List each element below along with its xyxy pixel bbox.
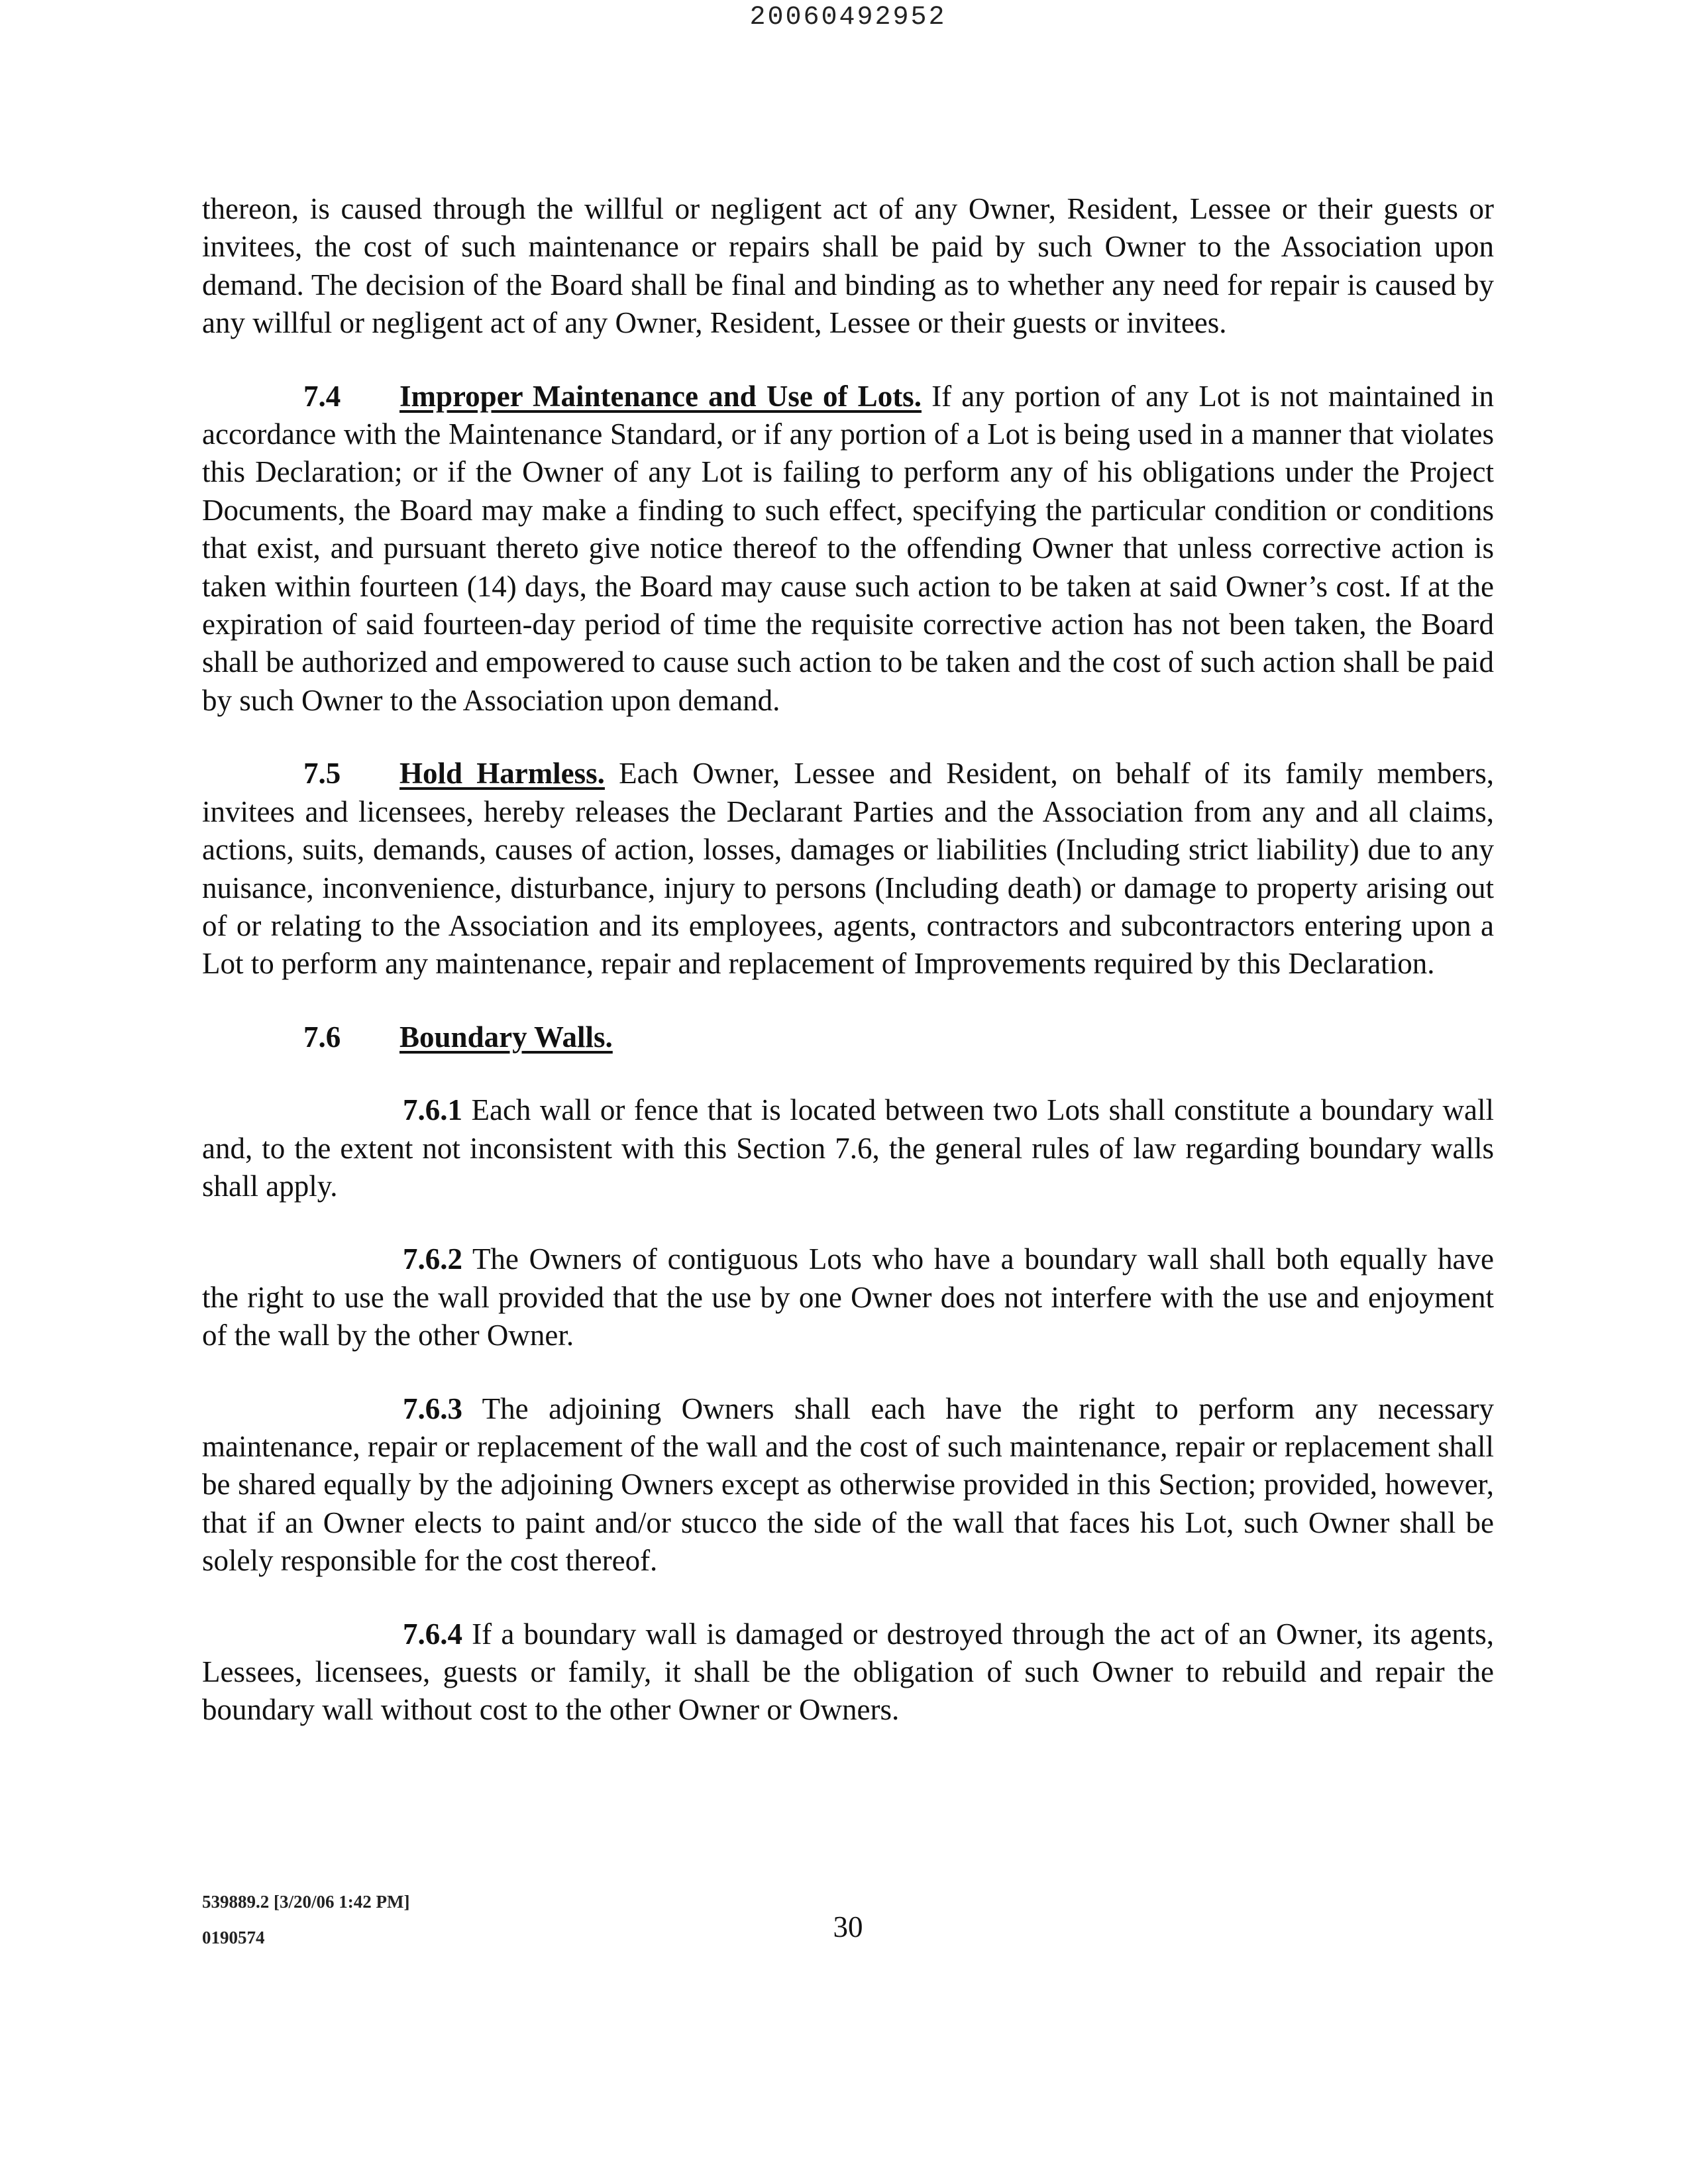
footer-reference xyxy=(202,1884,409,1955)
section-heading: Hold Harmless. xyxy=(399,757,605,791)
subsection-number: 7.6.2 xyxy=(403,1242,462,1276)
subsection-number: 7.6.3 xyxy=(403,1392,462,1425)
paragraph-continuation: thereon, is caused through the willful or negligent act of any Owner, Resident, Lessee or their guests or invitees, the cost of such maintenance or repairs shall be paid by such Owner to the Association upon demand. The decision of the Board shall be final and binding as to whether any need for repair is caused by any willful or negligent act of any Owner, Resident, Lessee or their guests or invitees. xyxy=(202,192,1494,340)
section-heading: Improper Maintenance and Use of Lots. xyxy=(399,379,922,413)
section-7-6-4 xyxy=(202,1615,1494,1729)
section-7-4 xyxy=(202,378,1494,720)
section-7-6-1 xyxy=(202,1091,1494,1205)
section-number: 7.4 xyxy=(303,379,341,413)
subsection-number: 7.6.1 xyxy=(403,1093,462,1127)
section-text: Each Owner, Lessee and Resident, on behalf of its family members, invitees and licensees, hereby releases the Declarant Parties and the Association from any and all claims, actions, suits, demands, causes of action, losses, damages or liabilities (Including strict liability) due to any nuisance, inconvenience, disturbance, injury to persons (Including death) or damage to property arising out of or relating to the Association and its employees, agents, contractors and subcontractors entering upon a Lot to perform any maintenance, repair and replacement of Improvements required by this Declaration. xyxy=(202,757,1494,981)
subsection-text: If a boundary wall is damaged or destroyed through the act of an Owner, its agents, Lessees, licensees, guests or family, it shall be the obligation of such Owner to rebuild and repair the boundary wall without cost to the other Owner or Owners. xyxy=(202,1617,1494,1727)
section-7-6-2 xyxy=(202,1240,1494,1354)
subsection-text: The adjoining Owners shall each have the right to perform any necessary maintenance, repair or replacement of the wall and the cost of such maintenance, repair or replacement shall be shared equally by the adjoining Owners except as otherwise provided in this Section; provided, however, that if an Owner elects to paint and/or stucco the side of the wall that faces his Lot, such Owner shall be solely responsible for the cost thereof. xyxy=(202,1392,1494,1578)
footer-doc-ref: 539889.2 [3/20/06 1:42 PM] xyxy=(202,1892,410,1912)
document-number: 20060492952 xyxy=(749,3,947,32)
subsection-text: The Owners of contiguous Lots who have a boundary wall shall both equally have the right to use the wall provided that the use by one Owner does not interfere with the use and enjoyment of the wall by the other Owner. xyxy=(202,1242,1494,1352)
page-number: 30 xyxy=(833,1910,863,1943)
section-text: If any portion of any Lot is not maintained in accordance with the Maintenance Standard, or if any portion of a Lot is being used in a manner that violates this Declaration; or if the Owner of any Lot is failing to perform any of his obligations under the Project Documents, the Board may make a finding to such effect, specifying the particular condition or conditions that exist, and pursuant thereto give notice thereof to the offending Owner that unless corrective action is taken within fourteen (14) days, the Board may cause such action to be taken at said Owner’s cost. If at the expiration of said fourteen-day period of time the requisite corrective action has not been taken, the Board shall be authorized and empowered to cause such action to be taken and the cost of such action shall be paid by such Owner to the Association upon demand. xyxy=(202,379,1494,717)
footer-file-number: 0190574 xyxy=(202,1928,265,1947)
subsection-text: Each wall or fence that is located between two Lots shall constitute a boundary wall and, to the extent not inconsistent with this Section 7.6, the general rules of law regarding boundary walls shall apply. xyxy=(202,1093,1494,1203)
section-7-6-3 xyxy=(202,1390,1494,1580)
section-number: 7.5 xyxy=(303,757,341,791)
document-body xyxy=(202,190,1494,1765)
subsection-number: 7.6.4 xyxy=(403,1617,462,1651)
section-number: 7.6 xyxy=(303,1020,341,1054)
section-7-6 xyxy=(202,1018,1494,1056)
section-heading: Boundary Walls. xyxy=(399,1020,613,1054)
section-7-5 xyxy=(202,755,1494,983)
